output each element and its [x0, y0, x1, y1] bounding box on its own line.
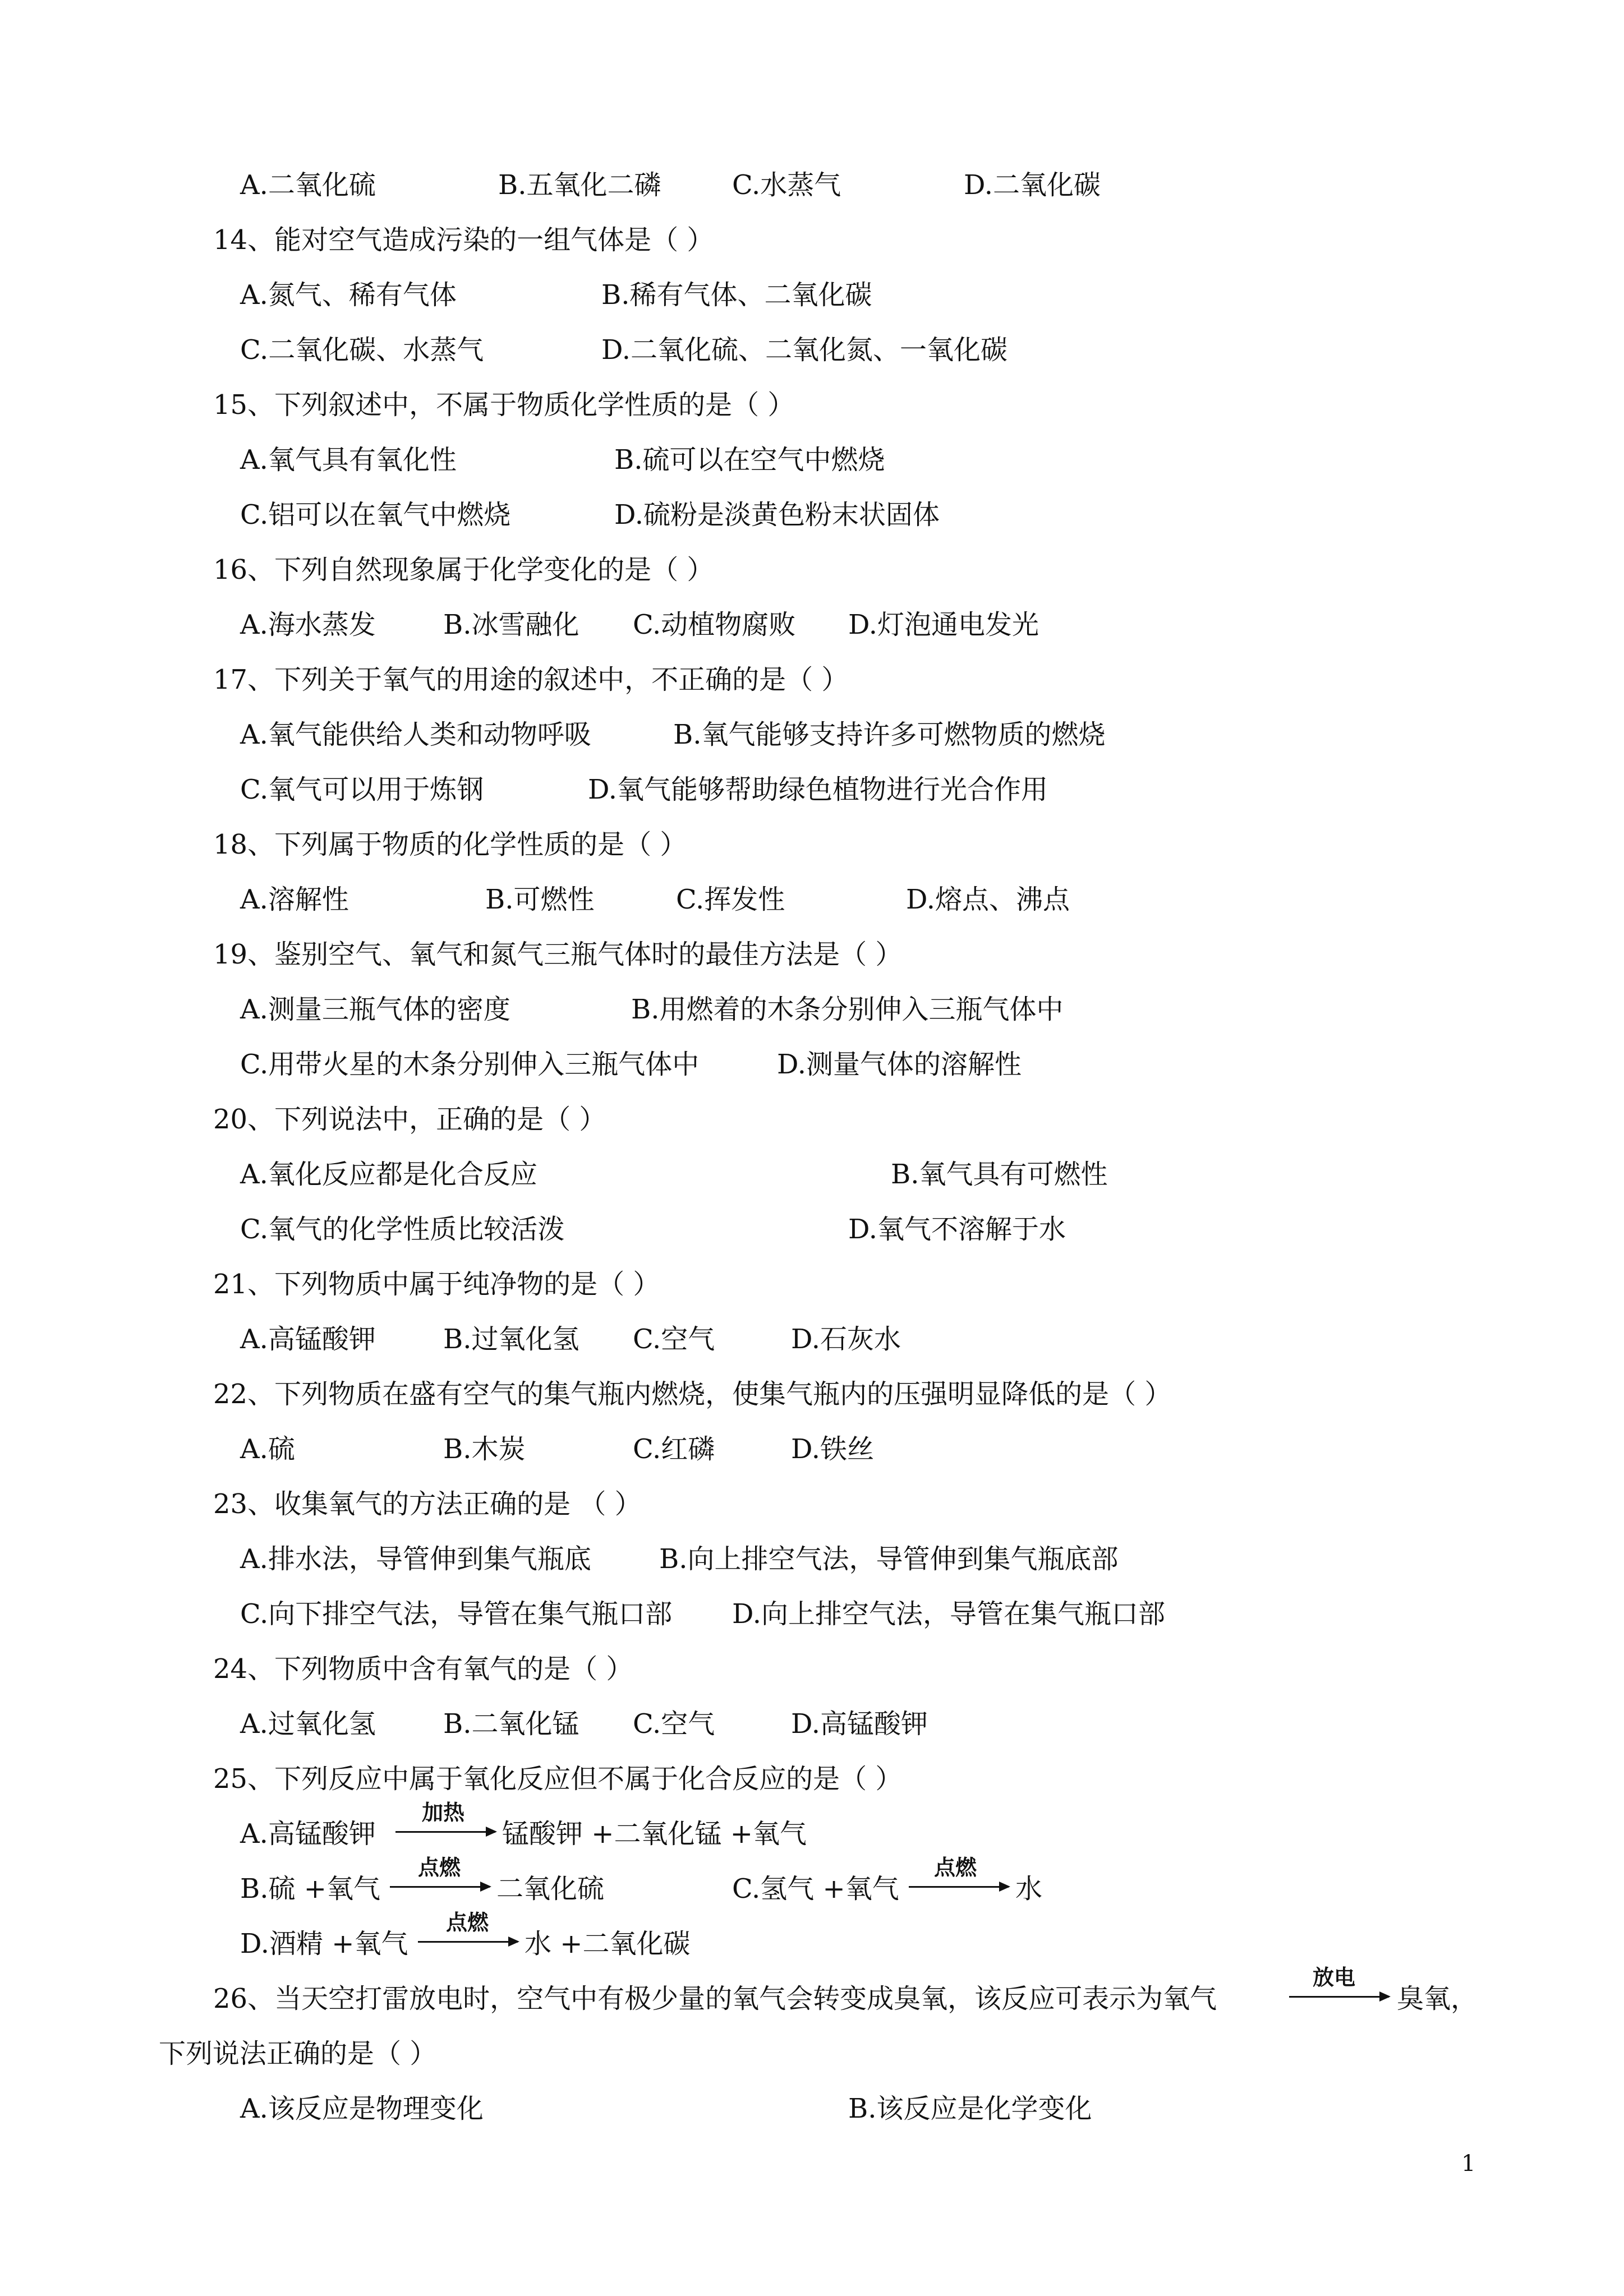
q21-option-b: B.过氧化氢 [443, 1324, 579, 1355]
q19-option-d: D.测量气体的溶解性 [777, 1049, 1022, 1080]
q24-option-d: D.高锰酸钾 [791, 1708, 928, 1740]
q22-option-a: A.硫 [240, 1433, 295, 1465]
q14-option-d: D.二氧化硫、二氧化氮、一氧化碳 [601, 334, 1008, 366]
q24-option-a: A.过氧化氢 [240, 1708, 376, 1740]
q14-option-a: A.氮气、稀有气体 [240, 279, 457, 311]
q25-option-c-condition: 点燃 [934, 1855, 977, 1880]
q21-stem: 21、下列物质中属于纯净物的是（ ） [213, 1269, 660, 1300]
q17-stem: 17、下列关于氧气的用途的叙述中，不正确的是（ ） [213, 664, 849, 695]
q15-option-c: C.铝可以在氧气中燃烧 [240, 499, 511, 531]
q23-option-d: D.向上排空气法，导管在集气瓶口部 [732, 1598, 1166, 1630]
q18-option-d: D.熔点、沸点 [906, 884, 1070, 915]
q21-option-c: C.空气 [633, 1324, 715, 1355]
q18-option-c: C.挥发性 [676, 884, 785, 915]
q14-option-b: B.稀有气体、二氧化碳 [601, 279, 872, 311]
q19-option-b: B.用燃着的木条分别伸入三瓶气体中 [631, 994, 1064, 1025]
q24-stem: 24、下列物质中含有氧气的是（ ） [213, 1653, 633, 1685]
q25-option-b-left: B.硫 +氧气 [240, 1873, 381, 1905]
q25-option-b-right: 二氧化硫 [496, 1873, 605, 1905]
q14-option-c: C.二氧化碳、水蒸气 [240, 334, 484, 366]
q25-option-a-right: 锰酸钾 +二氧化锰 +氧气 [502, 1818, 807, 1850]
q26-stem-line2: 下列说法正确的是（ ） [159, 2038, 437, 2069]
q17-option-c: C.氧气可以用于炼钢 [240, 774, 484, 805]
q23-option-b: B.向上排空气法，导管伸到集气瓶底部 [659, 1543, 1119, 1575]
q25-option-b-condition: 点燃 [418, 1855, 461, 1880]
q15-stem: 15、下列叙述中，不属于物质化学性质的是（ ） [213, 389, 795, 421]
q25-option-d-right: 水 +二氧化碳 [525, 1928, 691, 1960]
q21-option-d: D.石灰水 [791, 1324, 901, 1355]
q25-stem: 25、下列反应中属于氧化反应但不属于化合反应的是（ ） [213, 1763, 903, 1795]
q18-stem: 18、下列属于物质的化学性质的是（ ） [213, 829, 687, 860]
q13-option-c: C.水蒸气 [732, 169, 841, 201]
q25-option-a-left: A.高锰酸钾 [240, 1818, 376, 1850]
q19-option-c: C.用带火星的木条分别伸入三瓶气体中 [240, 1049, 700, 1080]
q16-stem: 16、下列自然现象属于化学变化的是（ ） [213, 554, 714, 585]
q20-option-d: D.氧气不溶解于水 [848, 1214, 1066, 1245]
q18-option-b: B.可燃性 [485, 884, 595, 915]
q25-option-c-left: C.氢气 +氧气 [732, 1873, 899, 1905]
q18-option-a: A.溶解性 [240, 884, 349, 915]
q13-option-a: A.二氧化硫 [240, 169, 376, 201]
q26-stem-part1: 26、当天空打雷放电时，空气中有极少量的氧气会转变成臭氧，该反应可表示为氧气 [213, 1983, 1217, 2014]
q26-option-b: B.该反应是化学变化 [848, 2093, 1092, 2124]
reaction-arrow-icon [418, 1941, 518, 1943]
reaction-arrow-icon [909, 1886, 1009, 1888]
q23-option-a: A.排水法，导管伸到集气瓶底 [240, 1543, 591, 1575]
q17-option-a: A.氧气能供给人类和动物呼吸 [240, 719, 591, 750]
q15-option-d: D.硫粉是淡黄色粉末状固体 [614, 499, 940, 531]
q19-stem: 19、鉴别空气、氧气和氮气三瓶气体时的最佳方法是（ ） [213, 939, 903, 970]
q20-option-c: C.氧气的化学性质比较活泼 [240, 1214, 565, 1245]
reaction-arrow-icon [390, 1886, 490, 1888]
reaction-arrow-icon [1289, 1996, 1389, 1998]
q24-option-c: C.空气 [633, 1708, 715, 1740]
q16-option-c: C.动植物腐败 [633, 609, 796, 640]
q17-option-b: B.氧气能够支持许多可燃物质的燃烧 [673, 719, 1106, 750]
q26-option-a: A.该反应是物理变化 [240, 2093, 484, 2124]
q22-option-c: C.红磷 [633, 1433, 715, 1465]
q20-option-b: B.氧气具有可燃性 [891, 1159, 1108, 1190]
q16-option-b: B.冰雪融化 [443, 609, 579, 640]
q16-option-d: D.灯泡通电发光 [848, 609, 1039, 640]
q22-option-b: B.木炭 [443, 1433, 526, 1465]
q20-stem: 20、下列说法中，正确的是（ ） [213, 1104, 606, 1135]
q19-option-a: A.测量三瓶气体的密度 [240, 994, 510, 1025]
q26-stem-part2: 臭氧， [1397, 1983, 1478, 2014]
q23-option-c: C.向下排空气法，导管在集气瓶口部 [240, 1598, 673, 1630]
q24-option-b: B.二氧化锰 [443, 1708, 579, 1740]
q17-option-d: D.氧气能够帮助绿色植物进行光合作用 [588, 774, 1048, 805]
q20-option-a: A.氧化反应都是化合反应 [240, 1159, 537, 1190]
q21-option-a: A.高锰酸钾 [240, 1324, 376, 1355]
q15-option-a: A.氧气具有氧化性 [240, 444, 457, 476]
q22-option-d: D.铁丝 [791, 1433, 875, 1465]
q25-option-c-right: 水 [1015, 1873, 1043, 1905]
q25-option-a-condition: 加热 [422, 1800, 465, 1825]
q23-stem: 23、收集氧气的方法正确的是 （ ） [213, 1488, 642, 1520]
page-number: 1 [1461, 2151, 1476, 2177]
q22-stem: 22、下列物质在盛有空气的集气瓶内燃烧，使集气瓶内的压强明显降低的是（ ） [213, 1378, 1172, 1410]
q26-condition: 放电 [1313, 1965, 1356, 1990]
q25-option-d-left: D.酒精 +氧气 [240, 1928, 408, 1960]
q13-option-d: D.二氧化碳 [964, 169, 1101, 201]
reaction-arrow-icon [395, 1831, 495, 1833]
q14-stem: 14、能对空气造成污染的一组气体是（ ） [213, 224, 714, 256]
q13-option-b: B.五氧化二磷 [498, 169, 661, 201]
q15-option-b: B.硫可以在空气中燃烧 [614, 444, 885, 476]
q16-option-a: A.海水蒸发 [240, 609, 376, 640]
q25-option-d-condition: 点燃 [446, 1910, 489, 1935]
